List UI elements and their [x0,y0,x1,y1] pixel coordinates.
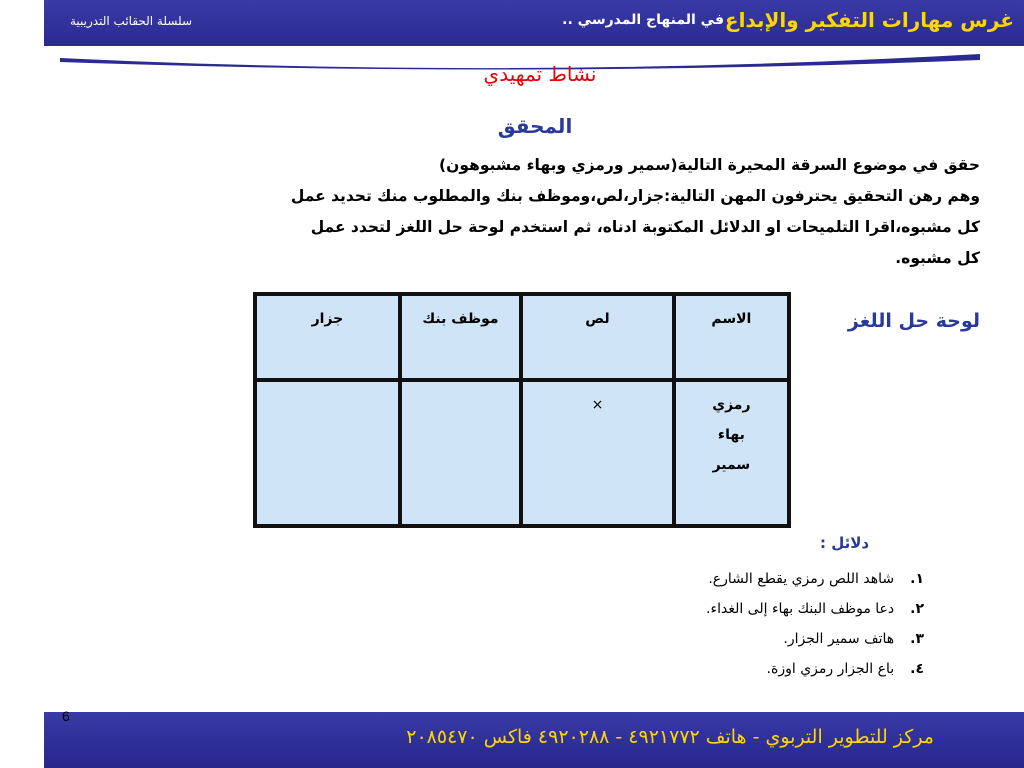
header-cell-butcher: جزار [255,294,400,380]
puzzle-table [253,292,791,528]
thief-cell[interactable] [521,380,674,526]
clue-text: هاتف سمير الجزار. [783,631,895,647]
suspect-name: سمير [712,457,751,473]
clue-text: شاهد اللص رمزي يقطع الشارع. [708,571,895,587]
paragraph-line: وهم رهن التحقيق يحترفون المهن التالية:جزار،لص،وموظف بنك والمطلوب منك تحديد عمل [290,187,980,205]
header-subtitle: في المنهاج المدرسي .. [562,12,724,28]
suspect-name: بهاء [717,427,745,443]
clue-number: ٢. [910,601,924,617]
names-cell [674,380,789,526]
list-item [706,624,924,654]
header-cell-name: الاسم [674,294,789,380]
solve-board-title: لوحة حل اللغز [847,310,980,332]
footer-band [44,712,1024,768]
bank-employee-cell[interactable] [400,380,521,526]
table-row [255,380,789,526]
cross-mark: × [591,397,604,413]
header-cell-thief: لص [521,294,674,380]
header-cell-bank-employee: موظف بنك [400,294,521,380]
footer-contact-text: مركز للتطوير التربوي - هاتف ٤٩٢١٧٧٢ - ٤٩٢٠٢٨٨ فاكس ٢٠٨٥٤٧٠ [406,726,934,748]
clues-label: دلائل : [820,534,870,552]
instructions-paragraph [80,150,980,274]
header-series-label: سلسلة الحقائب التدريبية [70,14,193,28]
detective-title: المحقق [497,114,573,138]
list-item [706,654,924,684]
header-title: غرس مهارات التفكير والإبداع [724,8,1014,32]
clue-number: ٣. [910,631,924,647]
paragraph-line: كل مشبوه،اقرا التلميحات او الدلائل المكتوبة ادناه، ثم استخدم لوحة حل اللغز لتحدد عمل [310,218,980,236]
clue-number: ١. [910,571,924,587]
header-band [44,0,1024,46]
list-item [706,594,924,624]
butcher-cell[interactable] [255,380,400,526]
list-item [706,564,924,594]
clues-list [706,564,924,684]
suspect-name: رمزي [712,397,751,413]
table-header-row [255,294,789,380]
clue-text: باع الجزار رمزي اوزة. [766,661,895,677]
clue-text: دعا موظف البنك بهاء إلى الغداء. [706,601,895,617]
page-number: 6 [62,708,70,724]
clue-number: ٤. [910,661,924,677]
paragraph-line: كل مشبوه. [895,249,980,267]
activity-title: نشاط تمهيدي [483,62,597,86]
paragraph-line: حقق في موضوع السرقة المحيرة التالية(سمير ورمزي وبهاء مشبوهون) [439,156,980,174]
